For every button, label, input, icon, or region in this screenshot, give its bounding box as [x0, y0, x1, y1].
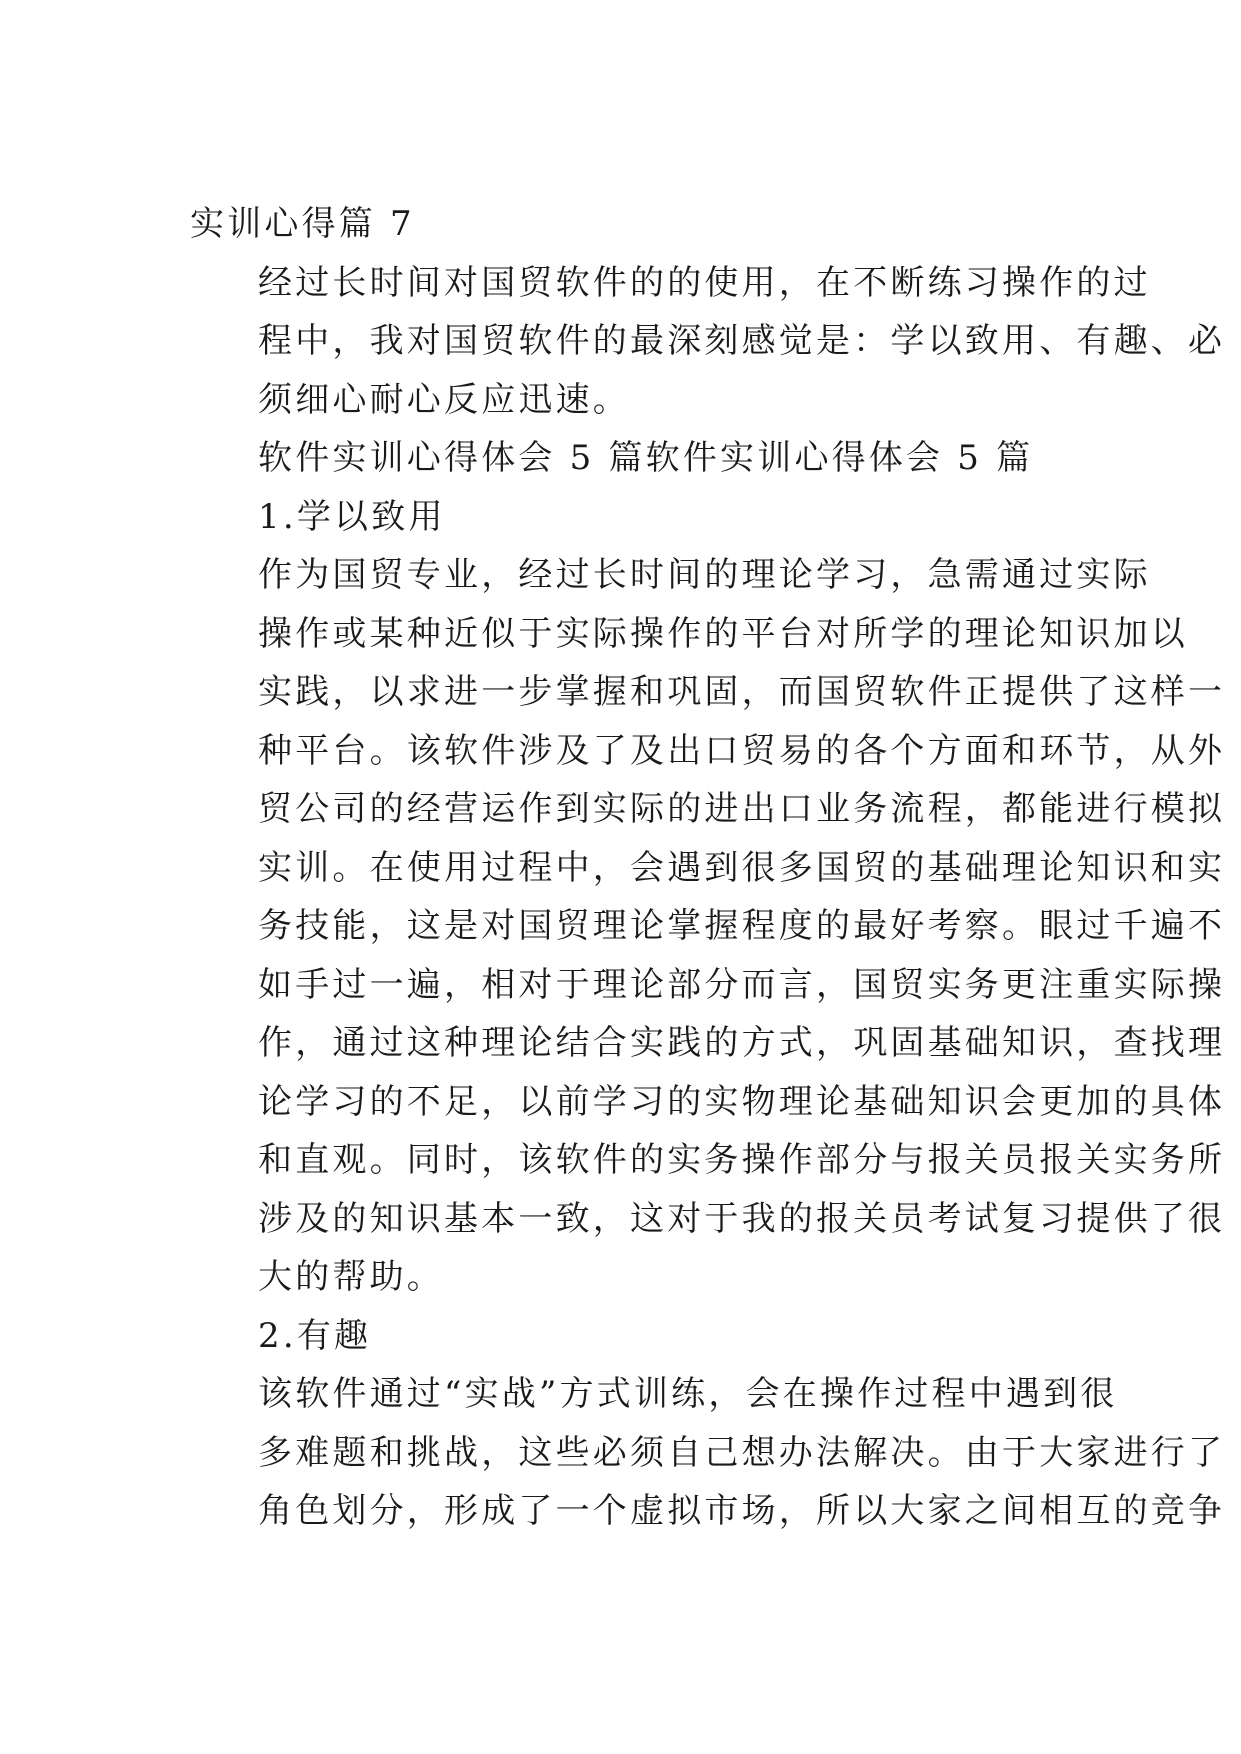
paragraph-line: 软件实训心得体会 5 篇软件实训心得体会 5 篇: [258, 438, 1034, 478]
document-body: [190, 195, 1226, 1541]
paragraph-line: 该软件通过“实战”方式训练，会在操作过程中遇到很: [258, 1374, 1118, 1414]
subheading-1: [190, 488, 1055, 547]
paragraph-line: 经过长时间对国贸软件的的使用，在不断练习操作的过: [258, 262, 1151, 303]
paragraph-line: 实训。在使用过程中，会遇到很多国贸的基础理论知识和实: [258, 847, 1226, 888]
paragraph-line: 大的帮助。: [258, 1257, 444, 1297]
paragraph-body-1: [190, 546, 1226, 1307]
paragraph-line: 作为国贸专业，经过长时间的理论学习，急需通过实际: [258, 555, 1151, 595]
paragraph-line: 实践，以求进一步掌握和巩固，而国贸软件正提供了这样一: [258, 672, 1226, 712]
paragraph-intro: [190, 254, 1226, 430]
section-title: [190, 195, 1055, 254]
paragraph-line: 操作或某种近似于实际操作的平台对所学的理论知识加以: [258, 613, 1188, 654]
paragraph-line: 种平台。该软件涉及了及出口贸易的各个方面和环节，从外: [258, 730, 1226, 771]
paragraph-line: 程中，我对国贸软件的最深刻感觉是：学以致用、有趣、必: [258, 321, 1226, 361]
paragraph-line: 作，通过这种理论结合实践的方式，巩固基础知识，查找理: [258, 1023, 1226, 1063]
paragraph-line: 如手过一遍，相对于理论部分而言，国贸实务更注重实际操: [258, 964, 1226, 1005]
paragraph-line: 和直观。同时，该软件的实务操作部分与报关员报关实务所: [258, 1140, 1226, 1180]
subheading-2: [190, 1307, 1055, 1366]
paragraph-line: 贸公司的经营运作到实际的进出口业务流程，都能进行模拟: [258, 789, 1226, 829]
paragraph-line: 务技能，这是对国贸理论掌握程度的最好考察。眼过千遍不: [258, 906, 1226, 946]
paragraph-line: 涉及的知识基本一致，这对于我的报关员考试复习提供了很: [258, 1198, 1226, 1239]
title-line: 实训心得篇 7: [190, 204, 415, 244]
subheading-line: 2.有趣: [258, 1315, 372, 1356]
paragraph-line: 多难题和挑战，这些必须自己想办法解决。由于大家进行了: [258, 1432, 1226, 1473]
paragraph-subtitle: [190, 429, 1055, 488]
paragraph-line: 论学习的不足，以前学习的实物理论基础知识会更加的具体: [258, 1081, 1226, 1122]
paragraph-body-2: [190, 1365, 1226, 1541]
paragraph-line: 须细心耐心反应迅速。: [258, 379, 630, 420]
paragraph-line: 角色划分，形成了一个虚拟市场，所以大家之间相互的竞争: [258, 1491, 1226, 1531]
subheading-line: 1.学以致用: [258, 496, 446, 537]
